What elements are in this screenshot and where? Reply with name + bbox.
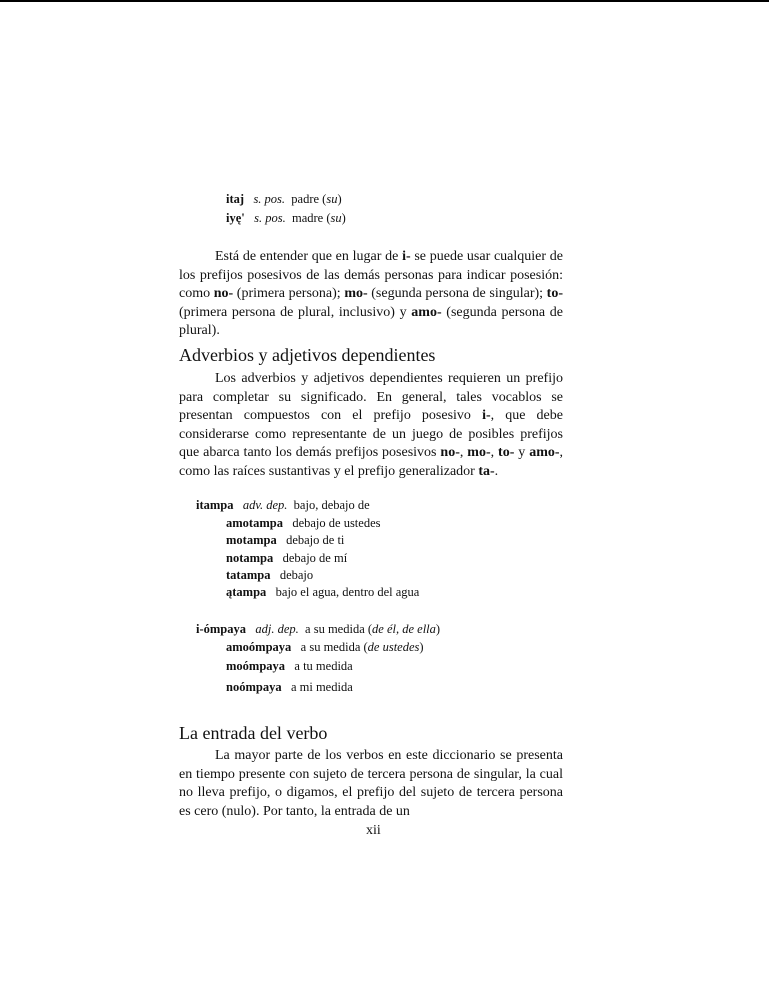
subentry-word: moómpaya [226,659,286,673]
entry-word: iyę' [226,211,245,225]
subentry-word: amotampa [226,516,283,530]
text: se puede usar cualquier de los prefijos posesivos de las demás personas para indicar posesión: como [179,249,564,302]
subentry [226,516,381,531]
entry-gloss: padre ( [291,192,327,206]
subentry-gloss: debajo de ti [286,533,345,547]
text: Está de entender que en lugar de [215,249,403,264]
subentry-word: amoómpaya [226,640,292,654]
entry-word: i-ómpaya [196,622,246,636]
prefix: no- [213,286,234,302]
text: (primera persona); [233,286,345,302]
subentry-gloss: a tu medida [294,659,353,673]
subentry-gloss: a mi medida [290,680,353,694]
prefix: mo- [344,286,368,302]
page-number: xii [366,823,381,838]
text: , [490,445,499,461]
entry-pos: s. pos. [254,211,286,225]
section-heading-verbo: La entrada del verbo [179,723,328,743]
entry-gloss: madre ( [291,211,331,225]
entry-iye [226,211,346,226]
subentry [226,659,353,674]
entry-gloss-end: ) [435,622,441,636]
prefix: to- [498,445,515,461]
subentry-gloss-italic: de ustedes [367,640,420,654]
entry-iompaya [196,622,440,637]
top-rule [0,0,769,2]
text: y [514,445,530,461]
entry-gloss: a su medida ( [305,622,373,636]
entry-pos: s. pos. [253,192,286,206]
entry-itampa [196,498,370,513]
prefix: ta- [478,463,495,479]
entry-gloss-italic: de él, de ella [372,622,436,636]
subentry-gloss: a su medida ( [300,640,368,654]
text: La mayor parte de los verbos en este diccionario se presenta en tiempo presente con sujeto de tercera persona de singular, la cual no lleva prefijo, o digamos, el prefijo del sujeto de tercera persona es cero (nulo). Por tanto, la entrada de un [179,748,563,819]
subentry [226,533,344,548]
entry-gloss-italic: su [326,192,338,206]
subentry-word: noómpaya [226,680,282,694]
subentry [226,640,424,655]
text: , que debe considerarse como representante de un juego de posibles prefijos que abarca tanto los demás prefijos posesivos [179,408,563,461]
subentry-gloss: debajo [279,568,314,582]
entry-word: itaj [226,192,245,206]
subentry-gloss: debajo de ustedes [292,516,381,530]
text: . [494,463,499,479]
subentry-gloss: bajo el agua, dentro del agua [275,585,420,599]
entry-gloss-end: ) [341,211,346,225]
subentry-gloss-end: ) [419,640,424,654]
text: Los adverbios y adjetivos dependientes requieren un prefijo para completar su significado. En general, tales vocablos se presentan compuestos con el prefijo posesivo [179,371,563,424]
prefix: no- [440,445,460,461]
subentry [226,568,313,583]
text: (primera persona de plural, inclusivo) y [179,304,412,320]
paragraph-posesivos [179,248,563,341]
text: (segunda persona de singular); [367,286,547,302]
prefix: mo- [467,445,491,461]
text: , como las raíces sustantivas y el prefijo generalizador [179,445,564,479]
paragraph-verbo [179,747,563,821]
subentry [226,585,419,600]
subentry-word: notampa [226,551,274,565]
entry-pos: adj. dep. [255,622,299,636]
entry-gloss-italic: su [330,211,342,225]
prefix: to- [546,286,563,302]
prefix: i- [402,249,411,264]
entry-gloss: bajo, debajo de [293,498,370,512]
subentry-gloss: debajo de mí [282,551,348,565]
text: , [459,445,468,461]
prefix: amo- [529,445,560,461]
subentry-word: tatampa [226,568,271,582]
prefix: amo- [411,304,442,320]
text: (segunda persona de plural). [179,304,563,339]
section-heading-adverbios: Adverbios y adjetivos dependientes [179,345,436,365]
entry-word: itampa [196,498,234,512]
entry-pos: adv. dep. [242,498,288,512]
subentry-word: motampa [226,533,277,547]
subentry-word: ątampa [226,585,267,599]
entry-itaj [226,192,342,207]
entry-gloss-end: ) [337,192,342,206]
subentry [226,680,353,695]
subentry [226,551,347,566]
prefix: i- [482,408,491,424]
paragraph-adverbios [179,370,563,482]
